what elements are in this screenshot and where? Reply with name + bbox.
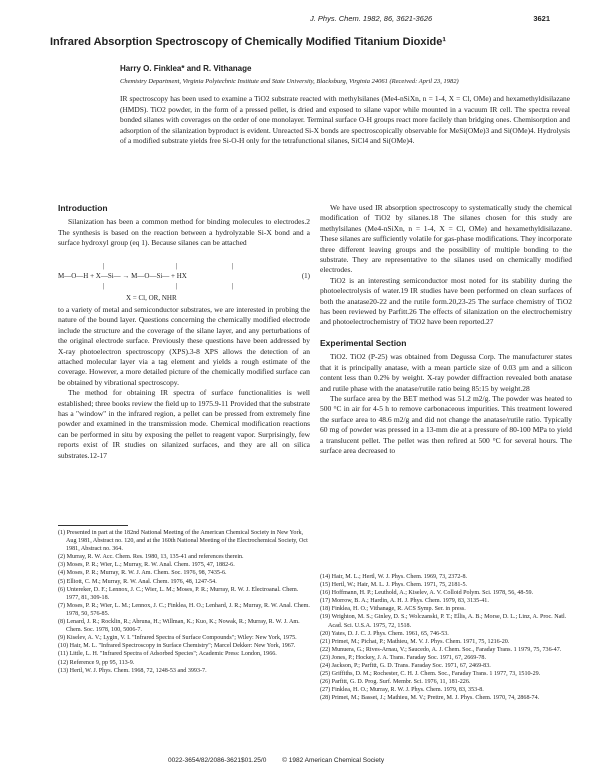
author-list: Harry O. Finklea* and R. Vithanage xyxy=(120,64,252,73)
footnote-rule xyxy=(58,525,128,526)
experimental-heading: Experimental Section xyxy=(320,337,407,348)
reference-entry: (15) Hertl, W.; Hair, M. L. J. Phys. Chem. 1971, 75, 2181-5. xyxy=(320,582,468,589)
reference-entry: (8) Lenard, J. R.; Rocklin, R.; Abruna, H.; Willman, K.; Kuo, K.; Nowak, R.; Murray, R. W. J. Am. Chem. Soc. 1978, 100, 5006-7. xyxy=(58,619,300,634)
page-footer xyxy=(168,757,398,764)
reference-entry: (10) Hair, M. L. "Infrared Spectroscopy in Surface Chemistry"; Marcel Dekker: New York, 1967. xyxy=(58,643,296,650)
reference-entry: (23) Jones, P.; Hockey, J. A. Trans. Faraday Soc. 1971, 67, 2669-78. xyxy=(320,654,486,661)
reference-entry: (4) Moses, P. R.; Murray, R. W. J. Am. Chem. Soc. 1976, 98, 7435-6. xyxy=(58,570,227,577)
reference-entry: (22) Munuera, G.; Rives-Arnau, V.; Saucedo, A. J. Chem. Soc., Faraday Trans. 1 1979, 75, 736-47. xyxy=(320,646,562,653)
body-paragraph: TiO2. TiO2 (P-25) was obtained from Degussa Corp. The manufacturer states that it is principally anatase, with a mean particle size of 0.03 μm and a silicon content less than 0.2% by weight. X-ray powder diffraction revealed both anatase and rutile phase with the anatase/rutile ratio being 85:15 by weight.28 xyxy=(320,352,572,393)
reference-entry: (3) Moses, P. R.; Wier, L.; Murray, R. W. Anal. Chem. 1975, 47, 1882-6. xyxy=(58,562,235,569)
right-column xyxy=(320,203,572,456)
copyright: © 1982 American Chemical Society xyxy=(282,757,385,764)
body-paragraph: We have used IR absorption spectroscopy to systematically study the chemical modification of TiO2 by silanes.18 The silanes chosen for this study are methylsilanes (Me4-nSiXn, n = 1-4, X = Cl, OMe) and hexamethyldisilazane. These silanes are sufficiently volatile for gas-phase modifications. They incorporate three different leaving groups and the possibility of multiple bonding to the substrate. They are representative to the silanes used on chemically modified electrodes. xyxy=(320,203,572,275)
reference-entry: (5) Elliott, C. M.; Murray, R. W. Anal. Chem. 1976, 48, 1247-54. xyxy=(58,578,217,585)
body-paragraph: TiO2 is an interesting semiconductor most noted for its stability during the photoelectrolysis of water.19 IR studies have been performed on clean surfaces of both the anatase20-22 and the rutile form.20,23-25 The surface chemistry of TiO2 has been reviewed by Parfitt.26 The effects of silanization on the electrochemistry and photoelectrochemistry of TiO2 have been reported.27 xyxy=(320,275,572,327)
article-title: Infrared Absorption Spectroscopy of Chemically Modified Titanium Dioxide¹ xyxy=(50,36,447,48)
journal-citation: J. Phys. Chem. 1982, 86, 3621-3626 xyxy=(310,14,433,23)
reference-entry: (2) Murray, R. W. Acc. Chem. Res. 1980, 13, 135-41 and references therein. xyxy=(58,554,244,561)
intro-section xyxy=(58,203,310,249)
reference-entry: (1) Presented in part at the 182nd National Meeting of the American Chemical Society in New York, Aug 1981, Abstract no. 120, and at the 160th National Meeting of the Electrochemical Society, Oct 1981, Abstract no. 364. xyxy=(58,530,308,553)
reference-entry: (16) Hoffmann, H. P.; Leuthold, A.; Kiselev, A. V. Colloid Polym. Sci. 1978, 56, 48-59. xyxy=(320,590,534,597)
reference-entry: (19) Wrighton, M. S.; Ginley, D. S.; Wolczanski, P. T.; Ellis, A. B.; Morse, D. L.; Linz, A. Proc. Natl. Acad. Sci. U.S.A. 1975, 72, 1518. xyxy=(320,614,567,629)
equation-number: (1) xyxy=(301,272,310,280)
intro-paragraph: The method for obtaining IR spectra of surface functionalities is well established; three books review the field up to 1975.9-11 Provided that the substrate has a "window" in the infrared region, a pellet can be pressed from extremely fine powder and examined in the transmission mode. Chemical modification reactions can be performed in situ by exposing the pellet to reagent vapor. Surprisingly, few reports exist of IR studies on silanized surfaces, and they are all on silica substrates.12-17 xyxy=(58,388,310,460)
reference-entry: (24) Jackson, P.; Parfitt, G. D. Trans. Faraday Soc. 1971, 67, 2469-83. xyxy=(320,663,491,670)
running-header xyxy=(50,14,550,26)
reference-entry: (17) Morrow, B. A.; Hardin, A. H. J. Phys. Chem. 1979, 83, 3135-41. xyxy=(320,598,489,605)
reference-entry: (28) Primet, M.; Basset, J.; Mathieu, M. V.; Prettre, M. J. Phys. Chem. 1970, 74, 2868-74. xyxy=(320,695,540,702)
reference-entry: (18) Finklea, H. O.; Vithanage, R. ACS Symp. Ser. in press. xyxy=(320,606,466,613)
intro-paragraph: to a variety of metal and semiconductor substrates, we are interested in probing the nature of the bound layer. Questions concerning the chemically modified electrode include the structure and the coverage of the silane layer, and any perturbations of the original electrode surface. Previously these questions have been addressed by X-ray photoelectron spectroscopy (XPS).3-8 XPS allows the detection of an attached molecular layer via a tag element and yields a rough estimate of the coverage. However, a more detailed picture of the chemically modified surface can be obtained by vibrational spectroscopy. xyxy=(58,305,310,387)
intro-heading: Introduction xyxy=(58,203,108,213)
abstract: IR spectroscopy has been used to examine a TiO2 substrate reacted with methylsilanes (Me4-nSiXn, n = 1-4, X = Cl, OMe) and hexamethyldisilazane (HMDS). TiO2 powder, in the form of a pressed pellet, is dried and exposed to silane vapor while mounted in a vacuum IR cell. The spectra reveal bonded silanes with coverages on the order of one monolayer. Terminal surface O-H groups react more facilely than bridging ones. Chemisorption and adsorption of the silanization byproduct is evident. Unreacted Si-X bonds are spectroscopically observable for MeSi(OMe)3 and Si(OMe)4. Hydrolysis of a modified substrate yields free Si-O-H only for the tetrafunctional silanes, SiCl4 and Si(OMe)4. xyxy=(120,94,570,145)
reference-entry: (14) Hair, M. L.; Hertl, W. J. Phys. Chem. 1969, 73, 2372-8. xyxy=(320,574,468,580)
intro-continuation xyxy=(58,305,310,461)
reference-entry: (13) Hertl, W. J. Phys. Chem. 1968, 72, 1248-53 and 3993-7. xyxy=(58,667,207,674)
page-number: 3621 xyxy=(533,14,550,23)
references-left xyxy=(58,529,310,675)
reference-entry: (6) Untereker, D. F.; Lennox, J. C.; Wier, L. M.; Moses, P. R.; Murray, R. W. J. Electroanal. Chem. 1977, 81, 309-18. xyxy=(58,586,299,601)
reference-entry: (12) Reference 9, pp 95, 113-9. xyxy=(58,659,135,666)
reference-entry: (25) Griffiths, D. M.; Rochester, C. H. J. Chem. Soc., Faraday Trans. 1 1977, 73, 1510-29. xyxy=(320,671,541,678)
reference-entry: (7) Moses, P. R.; Wier, L. M.; Lennox, J. C.; Finklea, H. O.; Lenhard, J. R.; Murray, R. W. Anal. Chem. 1978, 50, 576-85. xyxy=(58,602,310,617)
reference-entry: (26) Parfitt, G. D. Prog. Surf. Membr. Sci. 1976, 11, 181-226. xyxy=(320,679,471,686)
equation-1: | | | M—O—H + X—Si— → M—O—Si— + HX (1) | | | X = Cl, OR, NHR xyxy=(58,262,310,302)
equation-line: M—O—H + X—Si— → M—O—Si— + HX xyxy=(58,272,187,280)
body-paragraph: The surface area by the BET method was 51.2 m2/g. The powder was heated to 500 °C in air for 4-5 h to remove carbonaceous impurities. This treatment lowered the surface area to 48.6 m2/g and did not change the anatase/rutile ratio. Typically 60 mg of powder was pressed in a 13-mm die at a pressure of 80-100 MPa to yield a translucent pellet. The pellet was then refired at 500 °C for several hours. The surface area decreased to xyxy=(320,393,572,455)
intro-paragraph: Silanization has been a common method for binding molecules to electrodes.2 The synthesis is based on the reaction between a hydrolyzable Si-X bond and a surface hydroxyl group (eq 1). Because silanes can be attached xyxy=(58,217,310,248)
reference-entry: (9) Kiselev, A. V.; Lygin, V. I. "Infrared Spectra of Surface Compounds"; Wiley: New York, 1975. xyxy=(58,635,297,642)
article-code: 0022-3654/82/2086-3621$01.25/0 xyxy=(168,757,267,764)
reference-entry: (20) Yates, D. J. C. J. Phys. Chem. 1961, 65, 746-53. xyxy=(320,630,449,637)
reference-entry: (21) Primet, M.; Pichat, P.; Mathieu, M. V. J. Phys. Chem. 1971, 75, 1216-20. xyxy=(320,638,510,645)
reference-entry: (11) Little, L. H. "Infrared Spectra of Adsorbed Species"; Academic Press: London, 1966. xyxy=(58,651,277,658)
reference-entry: (27) Finklea, H. O.; Murray, R. W. J. Phys. Chem. 1979, 83, 353-8. xyxy=(320,687,484,694)
affiliation: Chemistry Department, Virginia Polytechnic Institute and State University, Blacksburg, Virginia 24061 (Received: April 23, 1982) xyxy=(120,78,459,85)
equation-legend: X = Cl, OR, NHR xyxy=(126,294,177,302)
references-right xyxy=(320,573,572,703)
